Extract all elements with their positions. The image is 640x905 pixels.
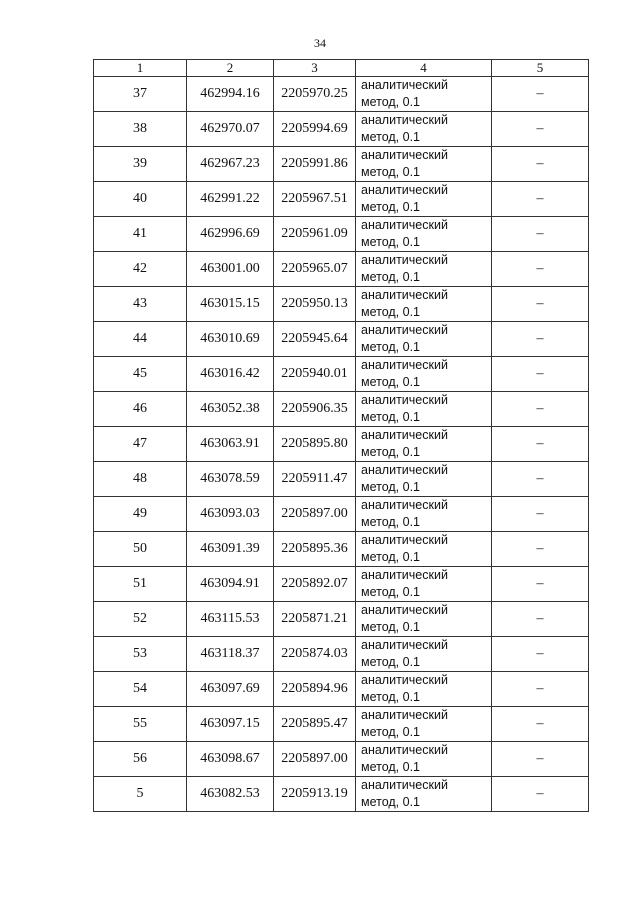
dash-cell: – <box>492 357 589 392</box>
method-cell <box>356 497 492 532</box>
method-cell <box>356 532 492 567</box>
y-coordinate-cell: 2205994.69 <box>274 112 356 147</box>
method-line-1: аналитический <box>361 113 448 127</box>
dash-cell: – <box>492 602 589 637</box>
table-row <box>94 462 589 497</box>
method-line-2: метод, 0.1 <box>361 130 421 144</box>
dash-cell: – <box>492 707 589 742</box>
y-coordinate-cell: 2205892.07 <box>274 567 356 602</box>
point-number-cell: 54 <box>94 672 187 707</box>
method-cell <box>356 462 492 497</box>
method-line-1: аналитический <box>361 708 448 722</box>
method-cell <box>356 322 492 357</box>
dash-cell: – <box>492 427 589 462</box>
point-number-cell: 40 <box>94 182 187 217</box>
y-coordinate-cell: 2205970.25 <box>274 77 356 112</box>
method-cell <box>356 427 492 462</box>
table-row <box>94 742 589 777</box>
coordinates-table <box>93 59 589 812</box>
method-line-1: аналитический <box>361 253 448 267</box>
dash-cell: – <box>492 497 589 532</box>
method-line-2: метод, 0.1 <box>361 375 421 389</box>
method-line-1: аналитический <box>361 358 448 372</box>
x-coordinate-cell: 462994.16 <box>187 77 274 112</box>
point-number-cell: 49 <box>94 497 187 532</box>
table-row <box>94 427 589 462</box>
dash-cell: – <box>492 252 589 287</box>
y-coordinate-cell: 2205895.47 <box>274 707 356 742</box>
method-line-1: аналитический <box>361 288 448 302</box>
x-coordinate-cell: 463063.91 <box>187 427 274 462</box>
method-line-1: аналитический <box>361 393 448 407</box>
y-coordinate-cell: 2205913.19 <box>274 777 356 812</box>
x-coordinate-cell: 463115.53 <box>187 602 274 637</box>
table-body <box>94 77 589 812</box>
method-line-1: аналитический <box>361 673 448 687</box>
dash-cell: – <box>492 777 589 812</box>
x-coordinate-cell: 463118.37 <box>187 637 274 672</box>
y-coordinate-cell: 2205961.09 <box>274 217 356 252</box>
point-number-cell: 37 <box>94 77 187 112</box>
method-cell <box>356 392 492 427</box>
x-coordinate-cell: 463001.00 <box>187 252 274 287</box>
header-col-3: 3 <box>274 60 356 77</box>
method-cell <box>356 707 492 742</box>
table-row <box>94 777 589 812</box>
method-line-1: аналитический <box>361 218 448 232</box>
dash-cell: – <box>492 532 589 567</box>
x-coordinate-cell: 462967.23 <box>187 147 274 182</box>
table-row <box>94 637 589 672</box>
x-coordinate-cell: 463078.59 <box>187 462 274 497</box>
method-line-1: аналитический <box>361 778 448 792</box>
method-line-2: метод, 0.1 <box>361 655 421 669</box>
x-coordinate-cell: 463094.91 <box>187 567 274 602</box>
header-col-4: 4 <box>356 60 492 77</box>
point-number-cell: 55 <box>94 707 187 742</box>
point-number-cell: 50 <box>94 532 187 567</box>
dash-cell: – <box>492 287 589 322</box>
method-line-1: аналитический <box>361 533 448 547</box>
y-coordinate-cell: 2205991.86 <box>274 147 356 182</box>
point-number-cell: 46 <box>94 392 187 427</box>
table-row <box>94 602 589 637</box>
point-number-cell: 52 <box>94 602 187 637</box>
method-line-2: метод, 0.1 <box>361 480 421 494</box>
method-line-1: аналитический <box>361 603 448 617</box>
y-coordinate-cell: 2205940.01 <box>274 357 356 392</box>
dash-cell: – <box>492 112 589 147</box>
x-coordinate-cell: 462991.22 <box>187 182 274 217</box>
method-cell <box>356 357 492 392</box>
method-line-1: аналитический <box>361 183 448 197</box>
x-coordinate-cell: 463093.03 <box>187 497 274 532</box>
point-number-cell: 42 <box>94 252 187 287</box>
x-coordinate-cell: 462996.69 <box>187 217 274 252</box>
table-row <box>94 182 589 217</box>
header-col-5: 5 <box>492 60 589 77</box>
point-number-cell: 48 <box>94 462 187 497</box>
method-line-1: аналитический <box>361 323 448 337</box>
point-number-cell: 39 <box>94 147 187 182</box>
method-line-2: метод, 0.1 <box>361 270 421 284</box>
table-row <box>94 497 589 532</box>
method-cell <box>356 217 492 252</box>
method-line-2: метод, 0.1 <box>361 445 421 459</box>
method-cell <box>356 287 492 322</box>
y-coordinate-cell: 2205871.21 <box>274 602 356 637</box>
dash-cell: – <box>492 182 589 217</box>
point-number-cell: 5 <box>94 777 187 812</box>
point-number-cell: 56 <box>94 742 187 777</box>
y-coordinate-cell: 2205945.64 <box>274 322 356 357</box>
table-row <box>94 357 589 392</box>
method-line-2: метод, 0.1 <box>361 95 421 109</box>
dash-cell: – <box>492 742 589 777</box>
method-line-2: метод, 0.1 <box>361 340 421 354</box>
method-cell <box>356 182 492 217</box>
x-coordinate-cell: 463010.69 <box>187 322 274 357</box>
method-line-1: аналитический <box>361 568 448 582</box>
dash-cell: – <box>492 462 589 497</box>
y-coordinate-cell: 2205950.13 <box>274 287 356 322</box>
header-col-2: 2 <box>187 60 274 77</box>
method-line-2: метод, 0.1 <box>361 165 421 179</box>
method-line-2: метод, 0.1 <box>361 795 421 809</box>
point-number-cell: 41 <box>94 217 187 252</box>
x-coordinate-cell: 463082.53 <box>187 777 274 812</box>
y-coordinate-cell: 2205967.51 <box>274 182 356 217</box>
x-coordinate-cell: 463091.39 <box>187 532 274 567</box>
y-coordinate-cell: 2205965.07 <box>274 252 356 287</box>
method-cell <box>356 112 492 147</box>
dash-cell: – <box>492 217 589 252</box>
method-line-2: метод, 0.1 <box>361 200 421 214</box>
table-row <box>94 77 589 112</box>
header-row <box>94 60 589 77</box>
method-line-1: аналитический <box>361 498 448 512</box>
method-line-1: аналитический <box>361 148 448 162</box>
x-coordinate-cell: 463016.42 <box>187 357 274 392</box>
method-cell <box>356 777 492 812</box>
x-coordinate-cell: 463052.38 <box>187 392 274 427</box>
y-coordinate-cell: 2205895.36 <box>274 532 356 567</box>
y-coordinate-cell: 2205874.03 <box>274 637 356 672</box>
y-coordinate-cell: 2205906.35 <box>274 392 356 427</box>
method-line-2: метод, 0.1 <box>361 760 421 774</box>
method-cell <box>356 252 492 287</box>
point-number-cell: 43 <box>94 287 187 322</box>
dash-cell: – <box>492 77 589 112</box>
point-number-cell: 45 <box>94 357 187 392</box>
table-row <box>94 392 589 427</box>
x-coordinate-cell: 463015.15 <box>187 287 274 322</box>
dash-cell: – <box>492 672 589 707</box>
method-line-2: метод, 0.1 <box>361 725 421 739</box>
method-line-1: аналитический <box>361 78 448 92</box>
method-cell <box>356 147 492 182</box>
method-cell <box>356 742 492 777</box>
point-number-cell: 47 <box>94 427 187 462</box>
method-line-2: метод, 0.1 <box>361 235 421 249</box>
method-cell <box>356 637 492 672</box>
table-row <box>94 672 589 707</box>
method-cell <box>356 77 492 112</box>
method-line-1: аналитический <box>361 463 448 477</box>
table-row <box>94 112 589 147</box>
x-coordinate-cell: 463097.15 <box>187 707 274 742</box>
method-cell <box>356 567 492 602</box>
method-line-1: аналитический <box>361 428 448 442</box>
method-line-2: метод, 0.1 <box>361 410 421 424</box>
table-row <box>94 252 589 287</box>
point-number-cell: 44 <box>94 322 187 357</box>
page-number: 34 <box>314 36 326 50</box>
method-cell <box>356 672 492 707</box>
table-row <box>94 322 589 357</box>
method-line-2: метод, 0.1 <box>361 620 421 634</box>
dash-cell: – <box>492 147 589 182</box>
point-number-cell: 51 <box>94 567 187 602</box>
point-number-cell: 53 <box>94 637 187 672</box>
method-line-1: аналитический <box>361 743 448 757</box>
table-row <box>94 567 589 602</box>
y-coordinate-cell: 2205894.96 <box>274 672 356 707</box>
table-row <box>94 217 589 252</box>
method-line-2: метод, 0.1 <box>361 585 421 599</box>
dash-cell: – <box>492 567 589 602</box>
table-row <box>94 287 589 322</box>
x-coordinate-cell: 462970.07 <box>187 112 274 147</box>
point-number-cell: 38 <box>94 112 187 147</box>
method-line-2: метод, 0.1 <box>361 550 421 564</box>
y-coordinate-cell: 2205911.47 <box>274 462 356 497</box>
dash-cell: – <box>492 637 589 672</box>
y-coordinate-cell: 2205895.80 <box>274 427 356 462</box>
table-row <box>94 532 589 567</box>
method-line-2: метод, 0.1 <box>361 690 421 704</box>
x-coordinate-cell: 463098.67 <box>187 742 274 777</box>
y-coordinate-cell: 2205897.00 <box>274 497 356 532</box>
dash-cell: – <box>492 322 589 357</box>
table-row <box>94 147 589 182</box>
table-header <box>94 60 589 77</box>
header-col-1: 1 <box>94 60 187 77</box>
x-coordinate-cell: 463097.69 <box>187 672 274 707</box>
method-line-1: аналитический <box>361 638 448 652</box>
method-line-2: метод, 0.1 <box>361 305 421 319</box>
method-cell <box>356 602 492 637</box>
method-line-2: метод, 0.1 <box>361 515 421 529</box>
dash-cell: – <box>492 392 589 427</box>
table-row <box>94 707 589 742</box>
y-coordinate-cell: 2205897.00 <box>274 742 356 777</box>
